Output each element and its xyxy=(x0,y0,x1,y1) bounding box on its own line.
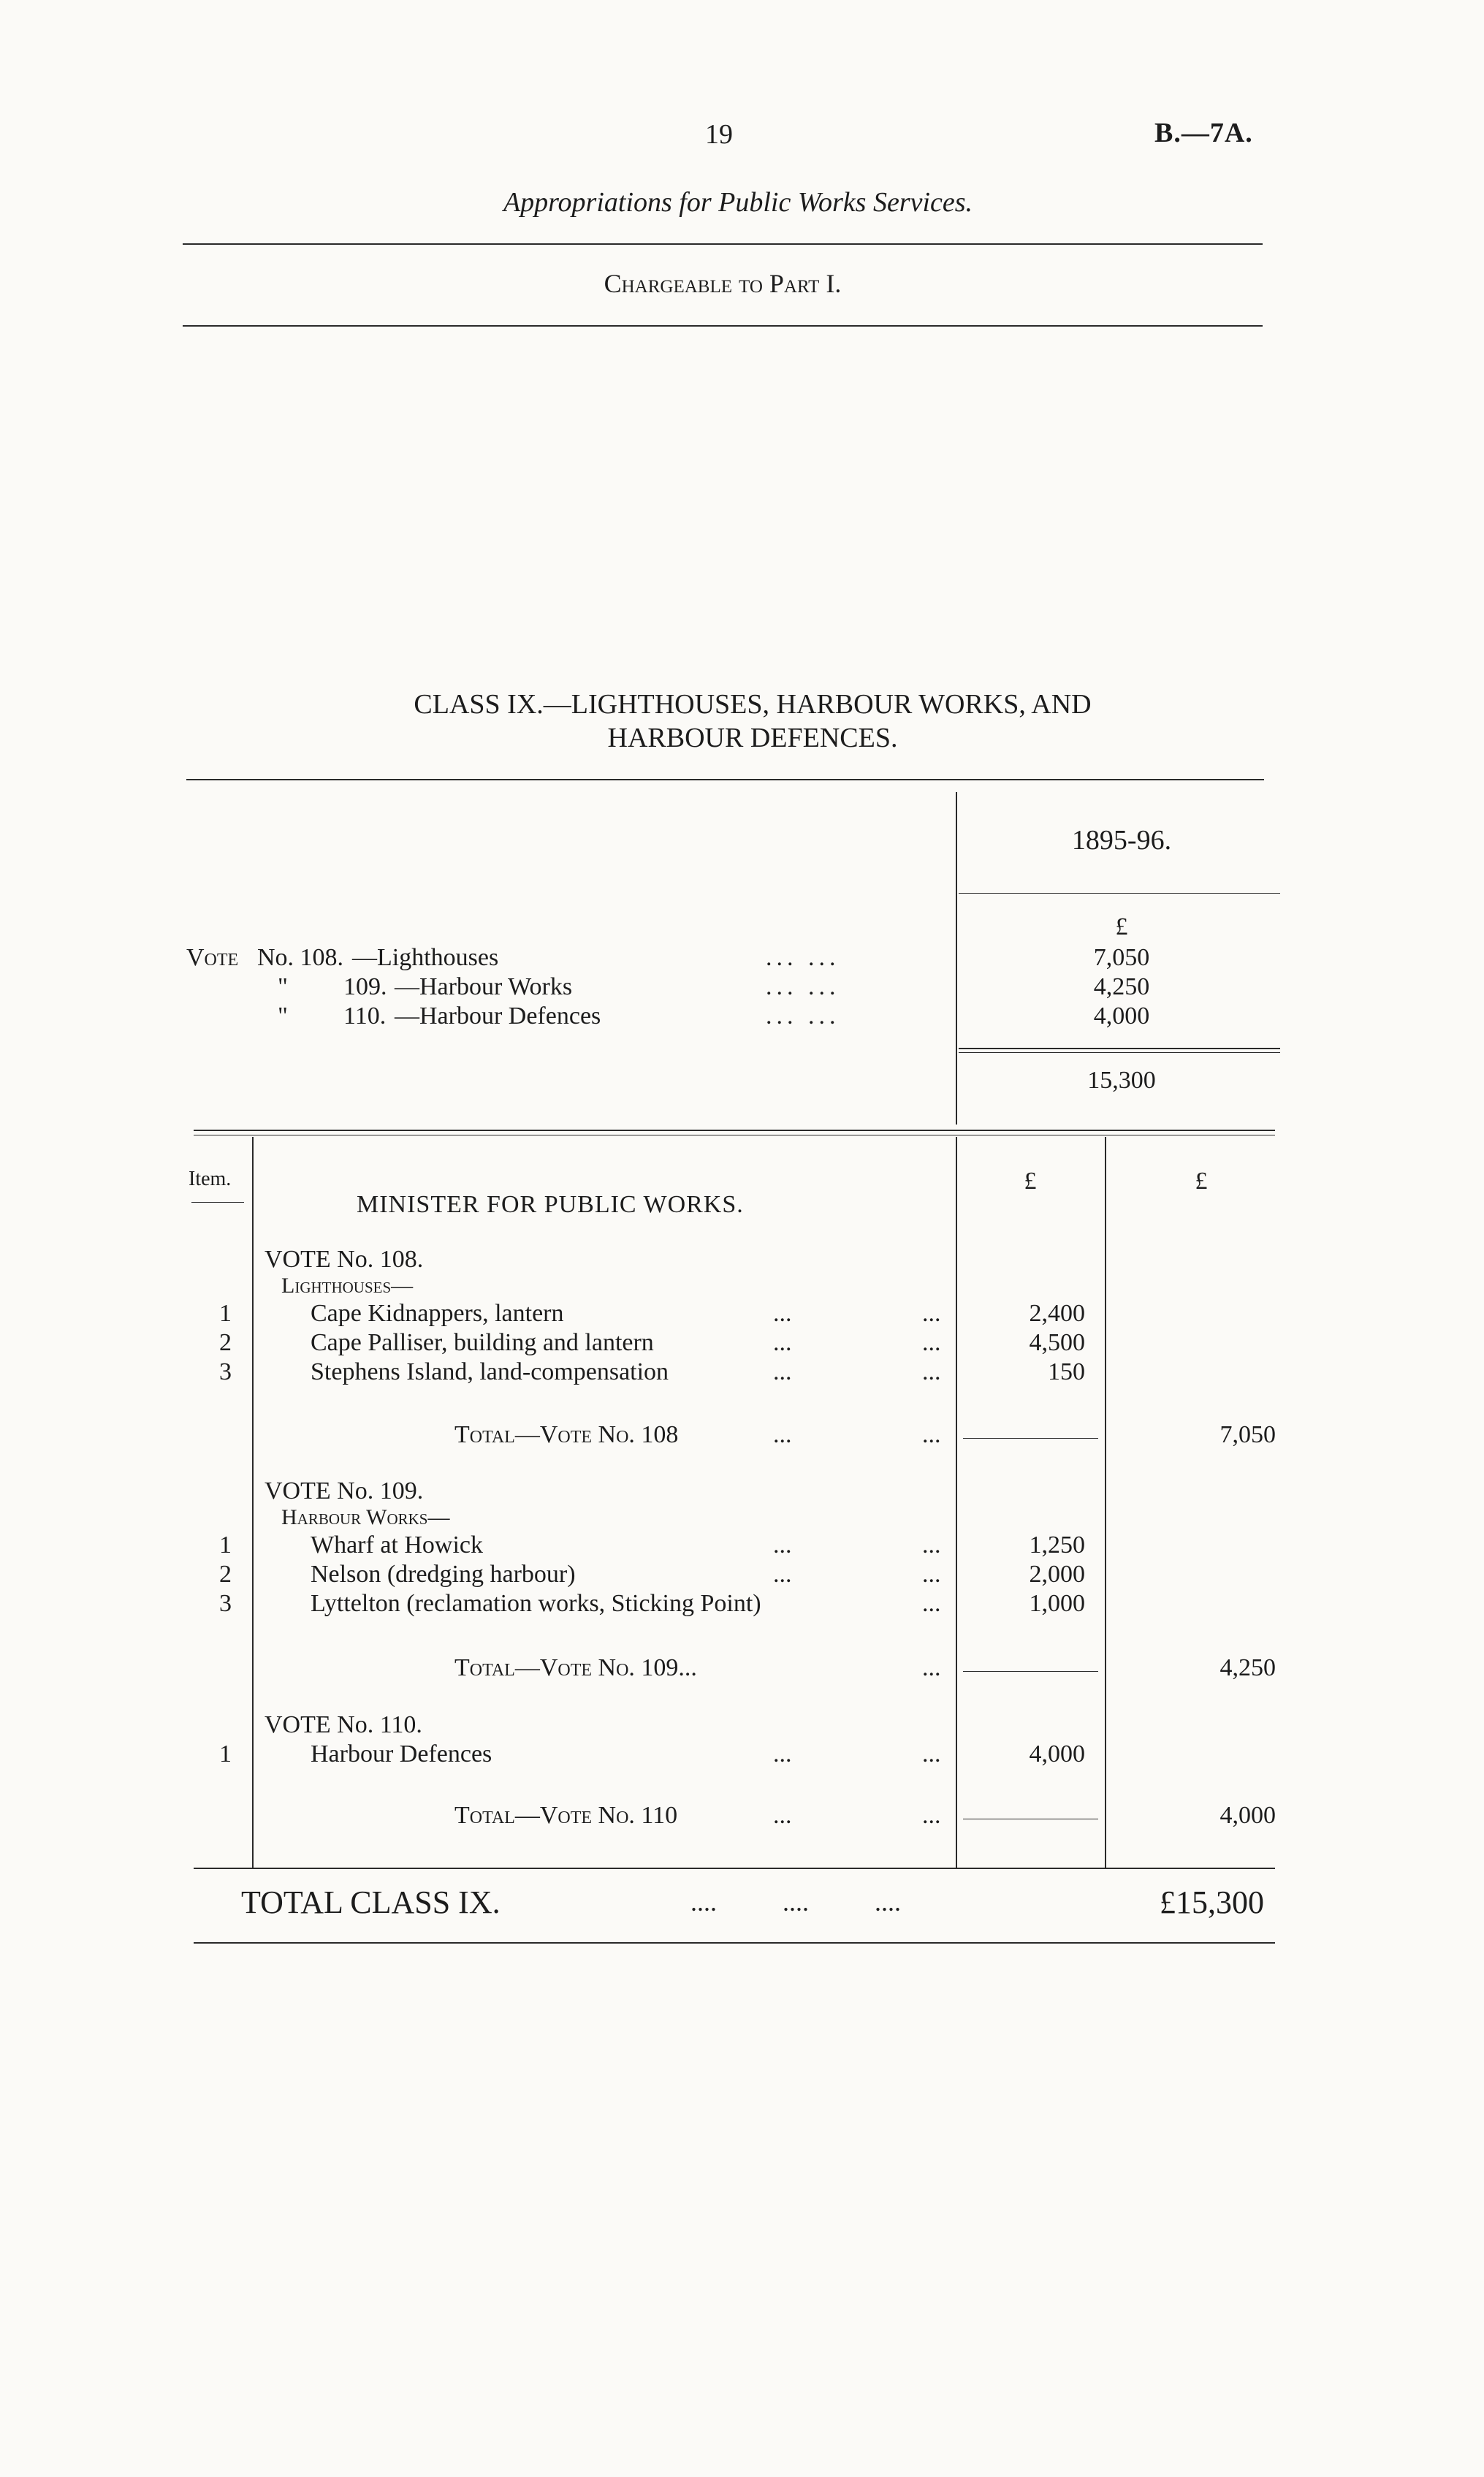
item-number: 1 xyxy=(219,1532,232,1559)
summary-row-leader: ... ... xyxy=(766,944,840,971)
total-column-divider xyxy=(1105,1137,1106,1868)
item-description: Cape Palliser, building and lantern xyxy=(311,1329,654,1356)
summary-currency: £ xyxy=(1115,913,1128,940)
grand-total-amount: £15,300 xyxy=(1160,1884,1264,1920)
item-leader: ... xyxy=(773,1300,792,1327)
item-amount: 2,000 xyxy=(1029,1561,1085,1588)
item-amount: 1,000 xyxy=(1029,1590,1085,1617)
summary-row-leader: ... ... xyxy=(766,1002,840,1030)
vote-total-label: Total—Vote No. 108 xyxy=(454,1421,679,1448)
summary-total-rule xyxy=(959,1048,1280,1049)
summary-row-prefix: Vote xyxy=(186,944,239,971)
item-leader-end: ... xyxy=(922,1329,941,1356)
detail-top-rule xyxy=(194,1130,1275,1131)
vote-total-leader: ... xyxy=(773,1802,792,1829)
class-title-line1: CLASS IX.—LIGHTHOUSES, HARBOUR WORKS, AND xyxy=(414,689,1092,720)
vote-category: Harbour Works— xyxy=(281,1505,450,1529)
vote-subtotal-rule xyxy=(963,1438,1098,1439)
vote-category: Lighthouses— xyxy=(281,1274,414,1298)
document-reference: B.—7A. xyxy=(1154,118,1253,148)
vote-label: VOTE No. 108. xyxy=(265,1246,424,1273)
vote-total-label: Total—Vote No. 109... xyxy=(454,1654,697,1681)
page-number: 19 xyxy=(705,119,733,150)
item-description: Stephens Island, land-compensation xyxy=(311,1358,669,1385)
item-amount: 150 xyxy=(1048,1358,1085,1385)
summary-header-rule xyxy=(959,893,1280,894)
grand-total-bottom-rule xyxy=(194,1942,1275,1944)
item-leader-end: ... xyxy=(922,1590,941,1617)
item-amount: 4,000 xyxy=(1029,1740,1085,1768)
vote-total-leader: ... xyxy=(773,1421,792,1448)
item-description: Nelson (dredging harbour) xyxy=(311,1561,576,1588)
item-amount: 2,400 xyxy=(1029,1300,1085,1327)
item-leader: ... xyxy=(773,1561,792,1588)
item-leader-end: ... xyxy=(922,1300,941,1327)
item-header-rule xyxy=(191,1202,244,1203)
item-amount: 4,500 xyxy=(1029,1329,1085,1356)
item-leader-end: ... xyxy=(922,1532,941,1559)
item-number: 3 xyxy=(219,1590,232,1617)
summary-row-name: —Harbour Defences xyxy=(395,1002,601,1030)
grand-total-top-rule xyxy=(194,1868,1275,1869)
item-leader: ... xyxy=(773,1740,792,1768)
summary-row-prefix: " xyxy=(278,1002,288,1030)
title-rule xyxy=(183,243,1263,245)
item-leader-end: ... xyxy=(922,1561,941,1588)
class-title-rule xyxy=(186,779,1264,780)
item-description: Lyttelton (reclamation works, Sticking Point) xyxy=(311,1590,761,1617)
item-number: 2 xyxy=(219,1561,232,1588)
summary-row-amount: 4,250 xyxy=(1093,973,1150,1000)
total-currency-header: £ xyxy=(1195,1168,1208,1195)
summary-row-vote-no: No. 108. xyxy=(257,944,344,971)
item-number: 1 xyxy=(219,1740,232,1768)
item-description: Wharf at Howick xyxy=(311,1532,484,1559)
item-leader: ... xyxy=(773,1329,792,1356)
vote-total-amount: 4,000 xyxy=(1219,1802,1276,1829)
vote-total-amount: 7,050 xyxy=(1219,1421,1276,1448)
vote-total-leader-end: ... xyxy=(922,1421,941,1448)
summary-row-prefix: " xyxy=(278,973,288,1000)
item-leader: ... xyxy=(773,1532,792,1559)
item-amount: 1,250 xyxy=(1029,1532,1085,1559)
minister-heading: MINISTER FOR PUBLIC WORKS. xyxy=(357,1191,744,1218)
vote-label: VOTE No. 110. xyxy=(265,1711,422,1738)
grand-total-label: TOTAL CLASS IX. xyxy=(241,1884,501,1920)
vote-subtotal-rule xyxy=(963,1671,1098,1672)
vote-label: VOTE No. 109. xyxy=(265,1477,424,1504)
summary-row-amount: 7,050 xyxy=(1093,944,1150,971)
summary-total: 15,300 xyxy=(1087,1067,1156,1094)
summary-year-header: 1895-96. xyxy=(1071,825,1172,856)
item-number: 3 xyxy=(219,1358,232,1385)
item-description: Harbour Defences xyxy=(311,1740,492,1768)
vote-total-label: Total—Vote No. 110 xyxy=(454,1802,678,1829)
item-description: Cape Kidnappers, lantern xyxy=(311,1300,564,1327)
summary-row-name: —Lighthouses xyxy=(352,944,499,971)
summary-row-leader: ... ... xyxy=(766,973,840,1000)
item-number: 1 xyxy=(219,1300,232,1327)
vote-total-leader-end: ... xyxy=(922,1654,941,1681)
item-leader: ... xyxy=(773,1358,792,1385)
subtitle-rule xyxy=(183,325,1263,327)
page-subtitle: Chargeable to Part I. xyxy=(604,269,842,298)
vote-total-leader-end: ... xyxy=(922,1802,941,1829)
item-column-header: Item. xyxy=(189,1168,232,1190)
amount-currency-header: £ xyxy=(1024,1168,1037,1195)
item-number: 2 xyxy=(219,1329,232,1356)
item-leader-end: ... xyxy=(922,1358,941,1385)
summary-total-rule-double xyxy=(959,1052,1280,1053)
item-column-divider xyxy=(252,1137,254,1868)
summary-row-vote-no: 109. xyxy=(343,973,387,1000)
page-title: Appropriations for Public Works Services. xyxy=(503,187,973,218)
class-title-line2: HARBOUR DEFENCES. xyxy=(607,723,898,753)
grand-total-leader: .... .... .... xyxy=(690,1887,901,1917)
summary-row-vote-no: 110. xyxy=(343,1002,387,1030)
summary-row-name: —Harbour Works xyxy=(395,973,573,1000)
item-leader-end: ... xyxy=(922,1740,941,1768)
vote-total-amount: 4,250 xyxy=(1219,1654,1276,1681)
summary-row-amount: 4,000 xyxy=(1093,1002,1150,1030)
